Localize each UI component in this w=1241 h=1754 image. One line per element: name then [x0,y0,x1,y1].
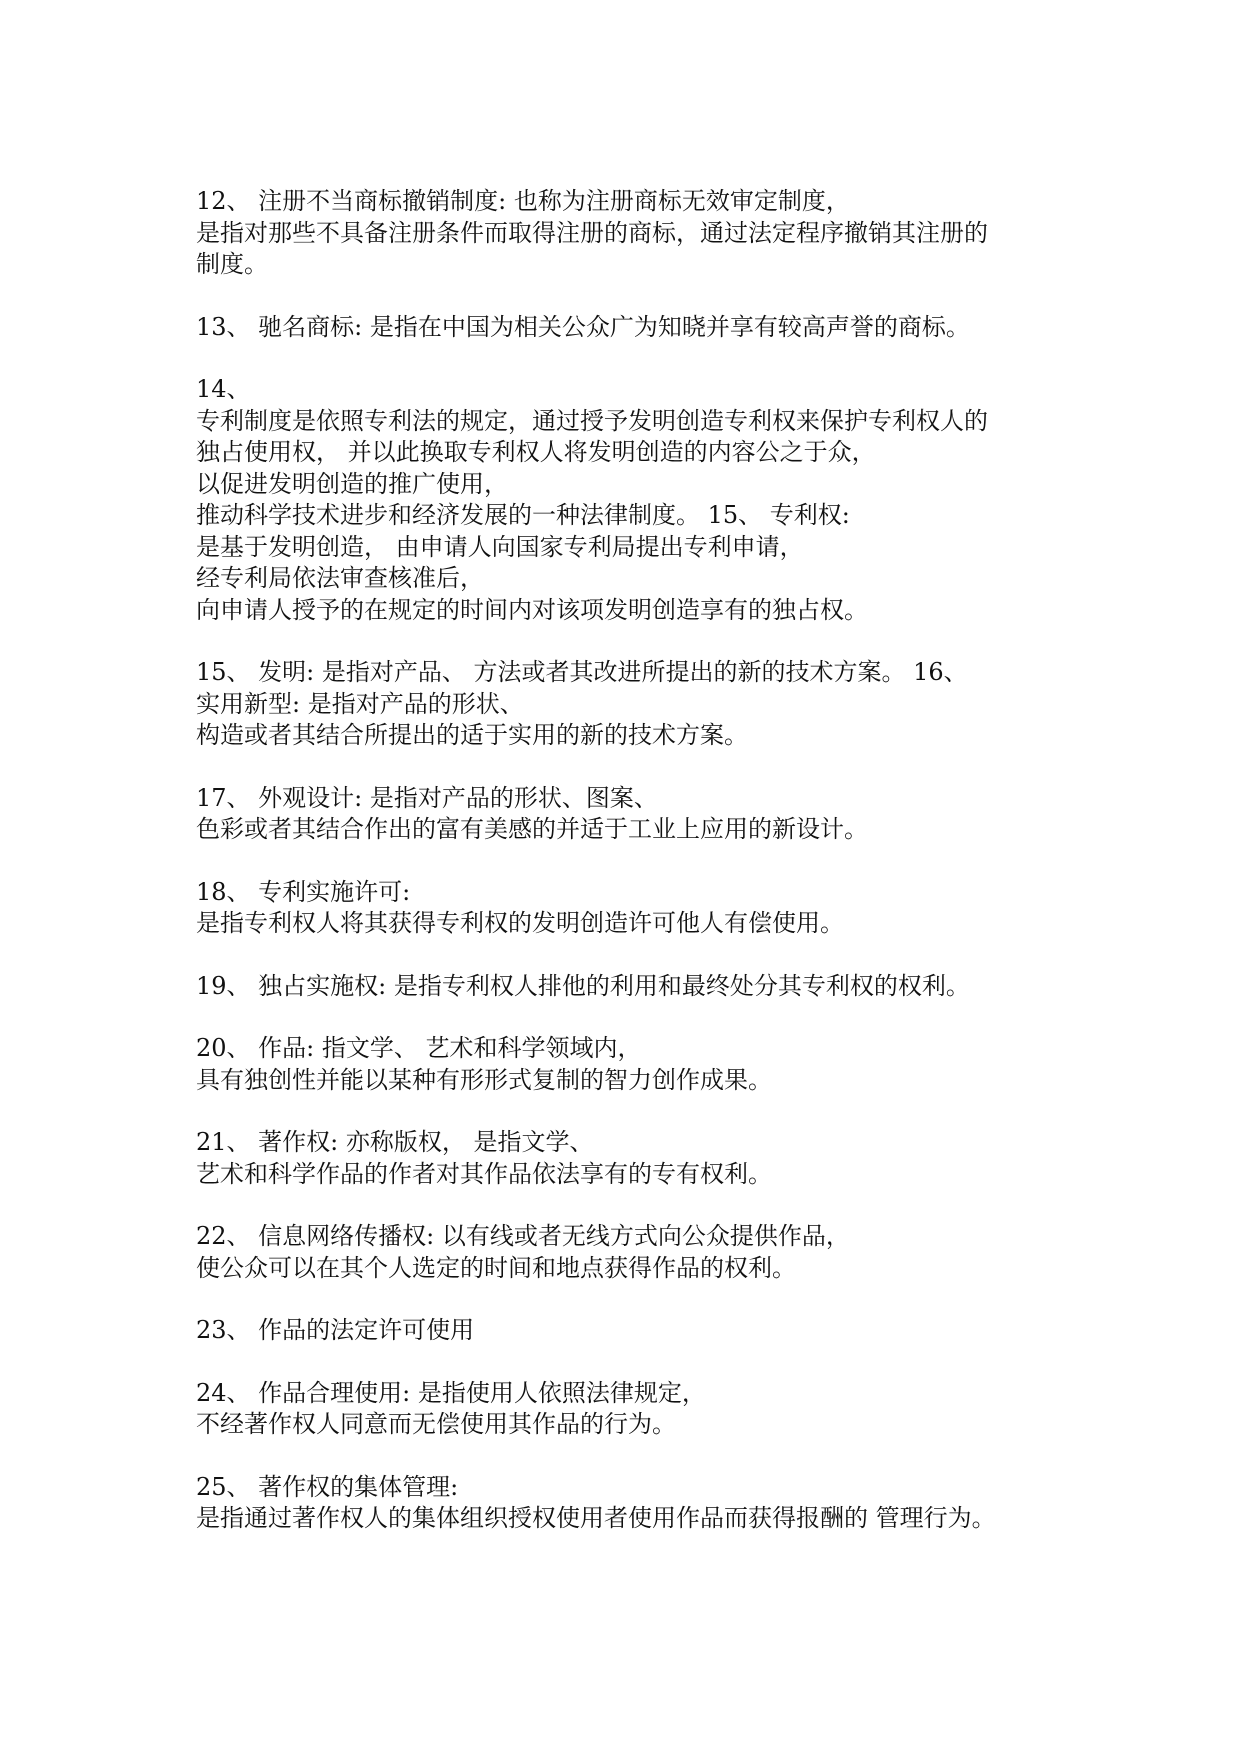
text-line: 制度。 [196,250,268,278]
definition-paragraph [196,1315,1096,1347]
definition-paragraph [196,1033,1096,1096]
text-line: 实用新型: 是指对产品的形状、 [196,689,524,718]
text-line: 向申请人授予的在规定的时间内对该项发明创造享有的独占权。 [196,595,868,624]
definition-paragraph [196,1472,1096,1535]
text-line: 使公众可以在其个人选定的时间和地点获得作品的权利。 [196,1253,796,1282]
text-line: 经专利局依法审查核准后， [196,564,484,592]
text-line: 以促进发明创造的推广使用， [196,469,508,498]
text-line: 19、 独占实施权: 是指专利权人排他的利用和最终处分其专利权的权利。 [196,971,970,1000]
definition-paragraph [196,186,1096,281]
text-line: 专利制度是依照专利法的规定，通过授予发明创造专利权来保护专利权人的 [196,406,988,435]
definition-paragraph [196,657,1096,752]
definition-paragraph [196,971,1096,1003]
text-line: 独占使用权， 并以此换取专利权人将发明创造的内容公之于众， [196,438,876,466]
text-line: 12、 注册不当商标撤销制度: 也称为注册商标无效审定制度， [196,187,850,215]
text-line: 13、 驰名商标: 是指在中国为相关公众广为知晓并享有较高声誉的商标。 [196,312,970,341]
text-line: 24、 作品合理使用: 是指使用人依照法律规定， [196,1378,706,1407]
text-line: 是指专利权人将其获得专利权的发明创造许可他人有偿使用。 [196,909,844,937]
definition-paragraph [196,783,1096,846]
definition-paragraph [196,374,1096,626]
text-line: 色彩或者其结合作出的富有美感的并适于工业上应用的新设计。 [196,815,868,843]
definition-paragraph [196,1127,1096,1190]
text-line: 25、 著作权的集体管理: [196,1472,459,1501]
definition-paragraph [196,1378,1096,1441]
text-line: 21、 著作权: 亦称版权， 是指文学、 [196,1128,594,1156]
definition-paragraph [196,312,1096,344]
text-line: 20、 作品: 指文学、 艺术和科学领域内， [196,1034,642,1062]
text-line: 是指对那些不具备注册条件而取得注册的商标，通过法定程序撤销其注册的 [196,218,988,247]
definition-paragraph [196,1221,1096,1284]
text-line: 17、 外观设计: 是指对产品的形状、图案、 [196,783,658,812]
text-line: 具有独创性并能以某种有形形式复制的智力创作成果。 [196,1065,772,1094]
text-line: 是指通过著作权人的集体组织授权使用者使用作品而获得报酬的 管理行为。 [196,1504,996,1532]
text-line: 15、 发明: 是指对产品、 方法或者其改进所提出的新的技术方案。 16、 [196,658,968,686]
text-line: 23、 作品的法定许可使用 [196,1316,475,1344]
text-line: 是基于发明创造， 由申请人向国家专利局提出专利申请， [196,532,804,561]
text-line: 18、 专利实施许可: [196,877,411,906]
text-line: 构造或者其结合所提出的适于实用的新的技术方案。 [196,721,748,749]
definition-paragraph [196,877,1096,940]
text-line: 不经著作权人同意而无偿使用其作品的行为。 [196,1410,676,1438]
text-line: 14、 [196,375,251,403]
text-line: 22、 信息网络传播权: 以有线或者无线方式向公众提供作品， [196,1222,850,1250]
text-line: 推动科学技术进步和经济发展的一种法律制度。 15、 专利权: [196,501,850,529]
text-line: 艺术和科学作品的作者对其作品依法享有的专有权利。 [196,1159,772,1188]
document-body [196,186,1096,1566]
